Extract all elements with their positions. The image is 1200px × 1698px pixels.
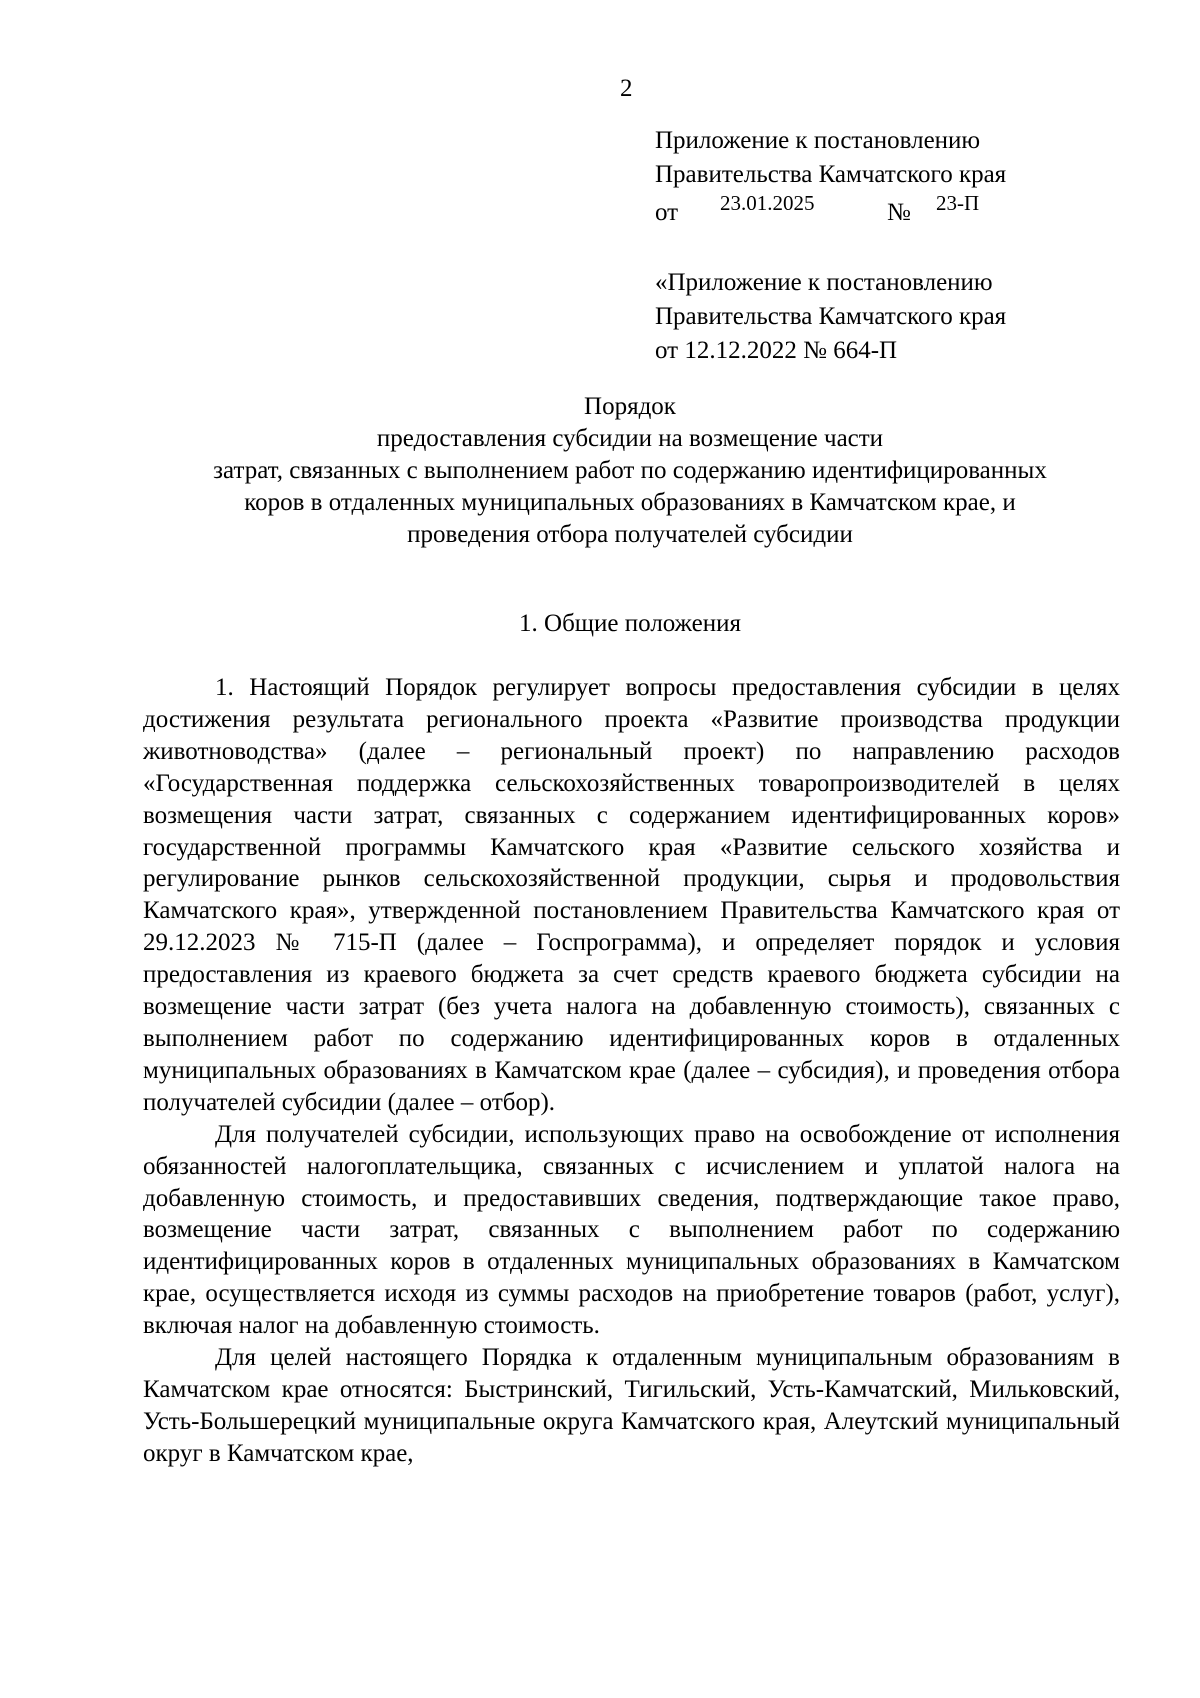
title-line1: Порядок — [584, 393, 676, 420]
attachment-number-sign: № — [887, 199, 911, 226]
attachment-from-label: от — [655, 199, 679, 226]
attachment-number: 23-П — [936, 191, 980, 215]
document-title — [140, 391, 1120, 551]
attachment-date-line — [655, 192, 1006, 226]
section-heading: 1. Общие положения — [519, 610, 741, 637]
title-line2: предоставления субсидии на возмещение части — [376, 425, 884, 452]
attachment-previous-line3: от 12.12.2022 № 664-П — [655, 337, 898, 364]
attachment-current-line2: Правительства Камчатского края — [655, 161, 1007, 188]
attachment-current-block — [655, 124, 1006, 226]
page-number: 2 — [620, 75, 633, 102]
attachment-previous-block — [655, 266, 1006, 368]
body-text — [143, 672, 1120, 1470]
title-line4: коров в отдаленных муниципальных образованиях в Камчатском крае, и — [244, 489, 1016, 516]
paragraph: Для получателей субсидии, использующих право на освобождение от исполнения обязанностей налогоплательщика, связанных с исчислением и уплатой налога на добавленную стоимость, и предоставивших сведения, подтверждающие такое право, возмещение части затрат, связанных с выполнением работ по содержанию идентифицированных коров в отдаленных муниципальных образованиях в Камчатском крае, осуществляется исходя из суммы расходов на приобретение товаров (работ, услуг), включая налог на добавленную стоимость. — [143, 1120, 1120, 1340]
attachment-current-line1: Приложение к постановлению — [655, 127, 981, 154]
paragraph: Для целей настоящего Порядка к отдаленным муниципальным образованиям в Камчатском крае относятся: Быстринский, Тигильский, Усть-Камчатский, Мильковский, Усть-Большерецкий муниципальные округа Камчатского края, Алеутский муниципальный округ в Камчатском крае, — [143, 1344, 1120, 1467]
attachment-previous-line2: Правительства Камчатского края — [655, 303, 1007, 330]
paragraph: 1. Настоящий Порядок регулирует вопросы предоставления субсидии в целях достижения результата регионального проекта «Развитие производства продукции животноводства» (далее – региональный проект) по направлению расходов «Государственная поддержка сельскохозяйственных товаропроизводителей в целях возмещения части затрат, связанных с содержанием идентифицированных коров» государственной программы Камчатского края «Развитие сельского хозяйства и регулирование рынков сельскохозяйственной продукции, сырья и продовольствия Камчатского края», утвержденной постановлением Правительства Камчатского края от 29.12.2023 № 715-П (далее – Госпрограмма), и определяет порядок и условия предоставления из краевого бюджета за счет средств краевого бюджета субсидии на возмещение части затрат (без учета налога на добавленную стоимость), связанных с выполнением работ по содержанию идентифицированных коров в отдаленных муниципальных образованиях в Камчатском крае (далее – субсидия), и проведения отбора получателей субсидии (далее – отбор). — [143, 674, 1120, 1116]
attachment-date: 23.01.2025 — [720, 191, 815, 215]
title-line5: проведения отбора получателей субсидии — [407, 521, 853, 548]
attachment-previous-line1: «Приложение к постановлению — [655, 269, 993, 296]
title-line3: затрат, связанных с выполнением работ по содержанию идентифицированных — [213, 457, 1047, 484]
